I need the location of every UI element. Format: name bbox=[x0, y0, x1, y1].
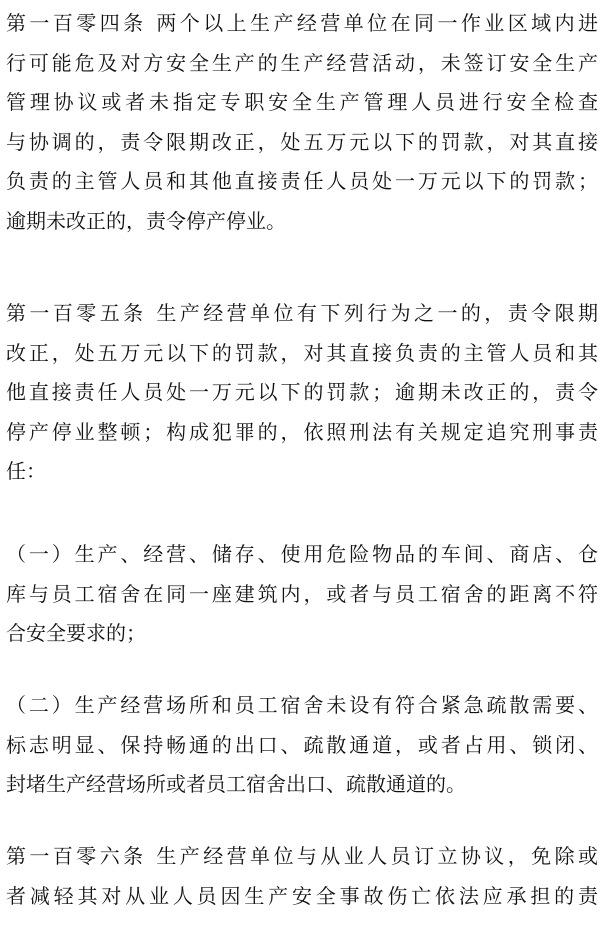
article-105 bbox=[6, 294, 598, 492]
text-line: 合安全要求的； bbox=[6, 621, 146, 645]
text-line: 行可能危及对方安全生产的生产经营活动，未签订安全生产 bbox=[6, 50, 598, 75]
article-106 bbox=[6, 837, 598, 916]
text-line: 改正，处五万元以下的罚款，对其直接负责的主管人员和其 bbox=[6, 340, 598, 365]
text-line: 第一百零五条 生产经营单位有下列行为之一的，责令限期 bbox=[6, 301, 598, 325]
article-105-item-2 bbox=[6, 686, 598, 805]
text-line: 停产停业整顿；构成犯罪的，依照刑法有关规定追究刑事责 bbox=[6, 419, 598, 444]
article-104 bbox=[6, 4, 598, 241]
text-line: 者减轻其对从业人员因生产安全事故伤亡依法应承担的责 bbox=[6, 883, 598, 908]
text-line: 他直接责任人员处一万元以下的罚款；逾期未改正的，责令 bbox=[6, 380, 598, 404]
text-line: 库与员工宿舍在同一座建筑内，或者与员工宿舍的距离不符 bbox=[6, 581, 598, 606]
article-105-item-1 bbox=[6, 535, 598, 654]
text-line: 逾期未改正的，责令停产停业。 bbox=[6, 208, 286, 233]
text-line: 第一百零四条 两个以上生产经营单位在同一作业区域内进 bbox=[6, 11, 598, 35]
text-line: 第一百零六条 生产经营单位与从业人员订立协议，免除或 bbox=[6, 844, 598, 868]
text-line: 与协调的，责令限期改正，处五万元以下的罚款，对其直接 bbox=[6, 129, 598, 154]
text-line: 管理协议或者未指定专职安全生产管理人员进行安全检查 bbox=[6, 90, 598, 114]
text-line: 封堵生产经营场所或者员工宿舍出口、疏散通道的。 bbox=[6, 772, 466, 796]
text-line: （一）生产、经营、储存、使用危险物品的车间、商店、仓 bbox=[6, 542, 598, 566]
text-line: （二）生产经营场所和员工宿舍未设有符合紧急疏散需要、 bbox=[6, 693, 598, 717]
text-line: 标志明显、保持畅通的出口、疏散通道，或者占用、锁闭、 bbox=[6, 732, 598, 757]
text-line: 负责的主管人员和其他直接责任人员处一万元以下的罚款； bbox=[6, 169, 598, 193]
text-line: 任： bbox=[6, 459, 46, 483]
